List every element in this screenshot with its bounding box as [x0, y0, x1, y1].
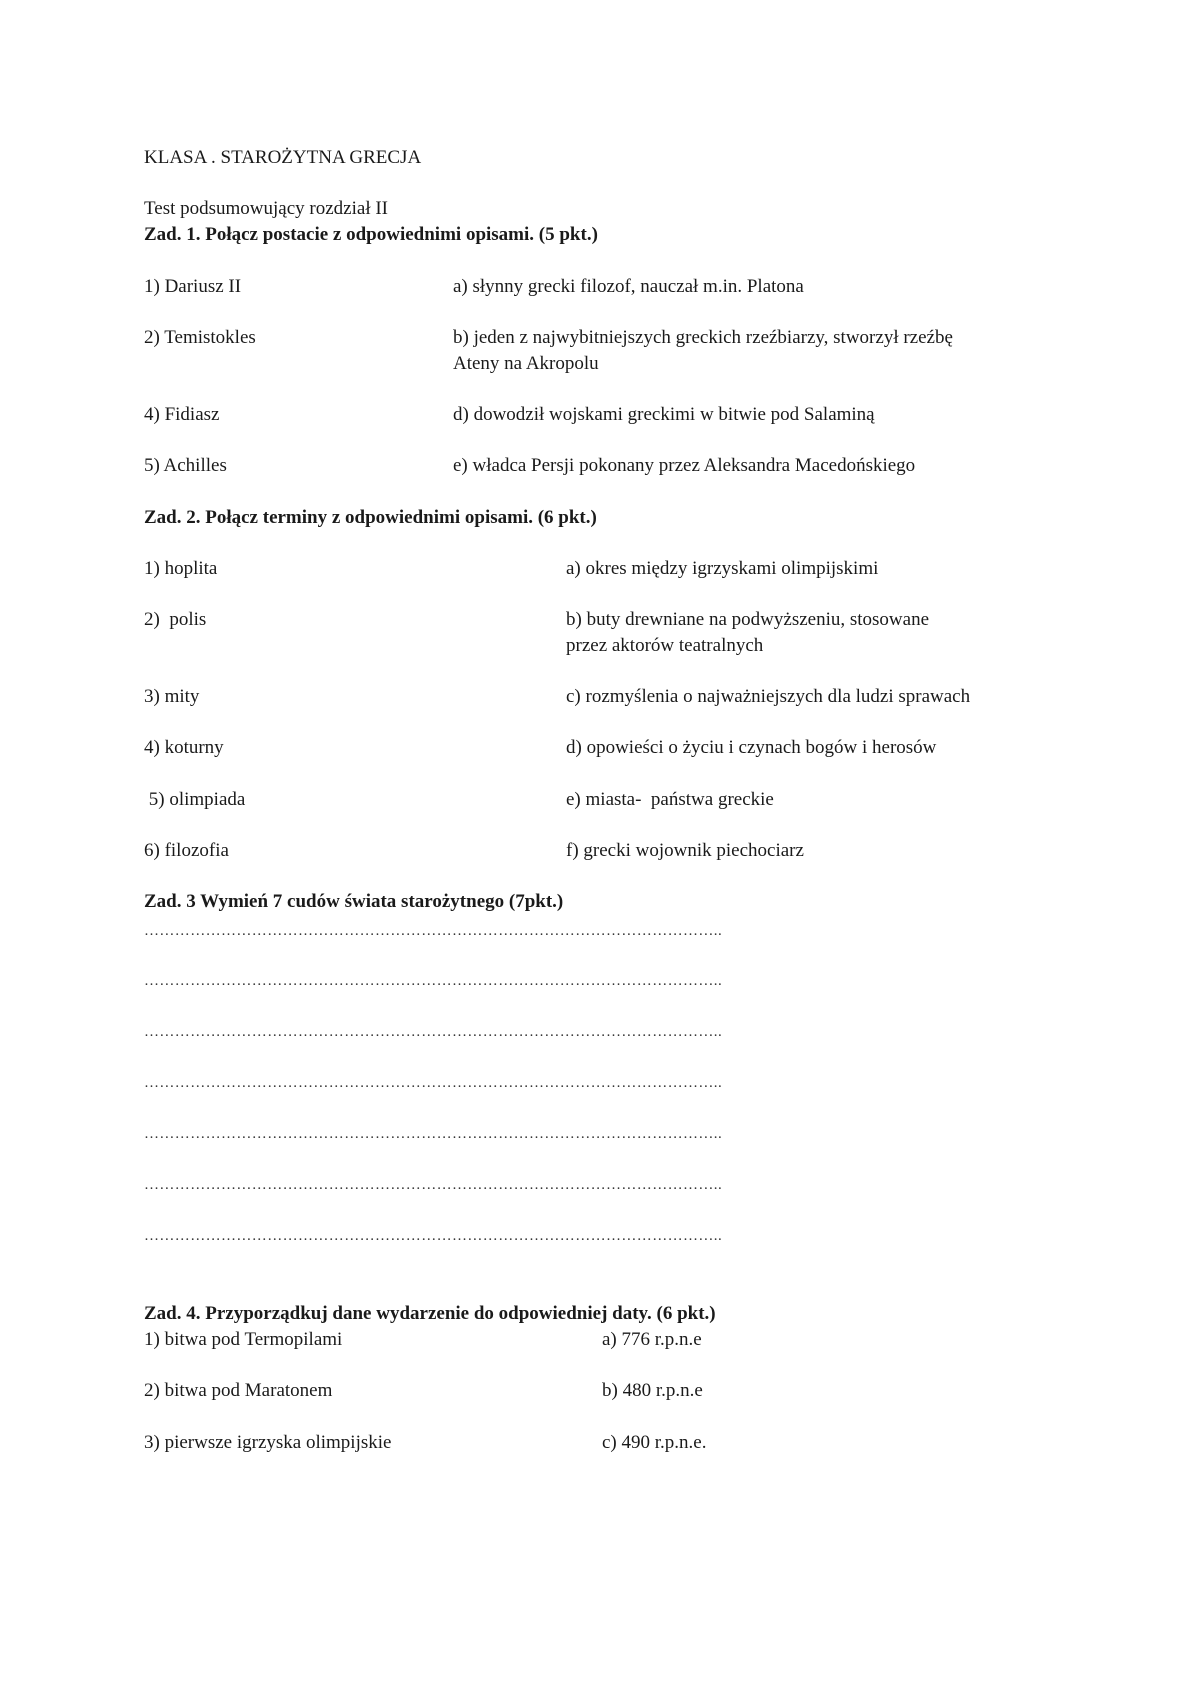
- answer-line[interactable]: …………………………………………………………………………………………………..: [144, 1024, 723, 1040]
- task2-right-item: e) miasta- państwa greckie: [566, 789, 774, 810]
- task4-right-item: a) 776 r.p.n.e: [602, 1329, 702, 1350]
- task4-right-item: b) 480 r.p.n.e: [602, 1380, 703, 1401]
- document-title: KLASA . STAROŻYTNA GRECJA: [144, 147, 422, 168]
- task2-left-item: 5) olimpiada: [144, 789, 246, 810]
- task1-right-item: b) jeden z najwybitniejszych greckich rzeźbiarzy, stworzył rzeźbę: [453, 327, 953, 348]
- task4-heading: Zad. 4. Przyporządkuj dane wydarzenie do odpowiedniej daty. (6 pkt.): [144, 1303, 716, 1324]
- task2-right-item: b) buty drewniane na podwyższeniu, stosowane: [566, 609, 930, 630]
- answer-line[interactable]: …………………………………………………………………………………………………..: [144, 1075, 723, 1091]
- task1-right-item: a) słynny grecki filozof, nauczał m.in. Platona: [453, 276, 804, 297]
- task1-heading: Zad. 1. Połącz postacie z odpowiednimi opisami. (5 pkt.): [144, 224, 598, 245]
- task1-left-item: 1) Dariusz II: [144, 276, 242, 297]
- answer-line[interactable]: …………………………………………………………………………………………………..: [144, 973, 723, 989]
- task2-right-item: c) rozmyślenia o najważniejszych dla ludzi sprawach: [566, 686, 971, 707]
- task2-heading: Zad. 2. Połącz terminy z odpowiednimi opisami. (6 pkt.): [144, 507, 597, 528]
- task2-right-item: f) grecki wojownik piechociarz: [566, 840, 804, 861]
- task4-left-item: 1) bitwa pod Termopilami: [144, 1329, 343, 1350]
- answer-line[interactable]: …………………………………………………………………………………………………..: [144, 1228, 723, 1244]
- task1-right-item: d) dowodził wojskami greckimi w bitwie pod Salaminą: [453, 404, 875, 425]
- task1-right-item: e) władca Persji pokonany przez Aleksandra Macedońskiego: [453, 455, 916, 476]
- task4-left-item: 2) bitwa pod Maratonem: [144, 1380, 333, 1401]
- document-subtitle: Test podsumowujący rozdział II: [144, 198, 389, 219]
- task2-right-item: d) opowieści o życiu i czynach bogów i herosów: [566, 737, 937, 758]
- task1-right-item-continuation: Ateny na Akropolu: [453, 353, 599, 374]
- task2-left-item: 3) mity: [144, 686, 200, 707]
- task4-left-item: 3) pierwsze igrzyska olimpijskie: [144, 1432, 392, 1453]
- task1-left-item: 4) Fidiasz: [144, 404, 220, 425]
- task2-left-item: 4) koturny: [144, 737, 224, 758]
- task3-heading: Zad. 3 Wymień 7 cudów świata starożytnego (7pkt.): [144, 891, 564, 912]
- answer-line[interactable]: …………………………………………………………………………………………………..: [144, 1177, 723, 1193]
- task2-left-item: 6) filozofia: [144, 840, 229, 861]
- task1-left-item: 5) Achilles: [144, 455, 227, 476]
- answer-line[interactable]: …………………………………………………………………………………………………..: [144, 923, 723, 939]
- task1-left-item: 2) Temistokles: [144, 327, 256, 348]
- task4-right-item: c) 490 r.p.n.e.: [602, 1432, 707, 1453]
- task2-left-item: 1) hoplita: [144, 558, 218, 579]
- answer-line[interactable]: …………………………………………………………………………………………………..: [144, 1126, 723, 1142]
- task2-right-item: a) okres między igrzyskami olimpijskimi: [566, 558, 879, 579]
- task2-right-item-continuation: przez aktorów teatralnych: [566, 635, 764, 656]
- task2-left-item: 2) polis: [144, 609, 207, 630]
